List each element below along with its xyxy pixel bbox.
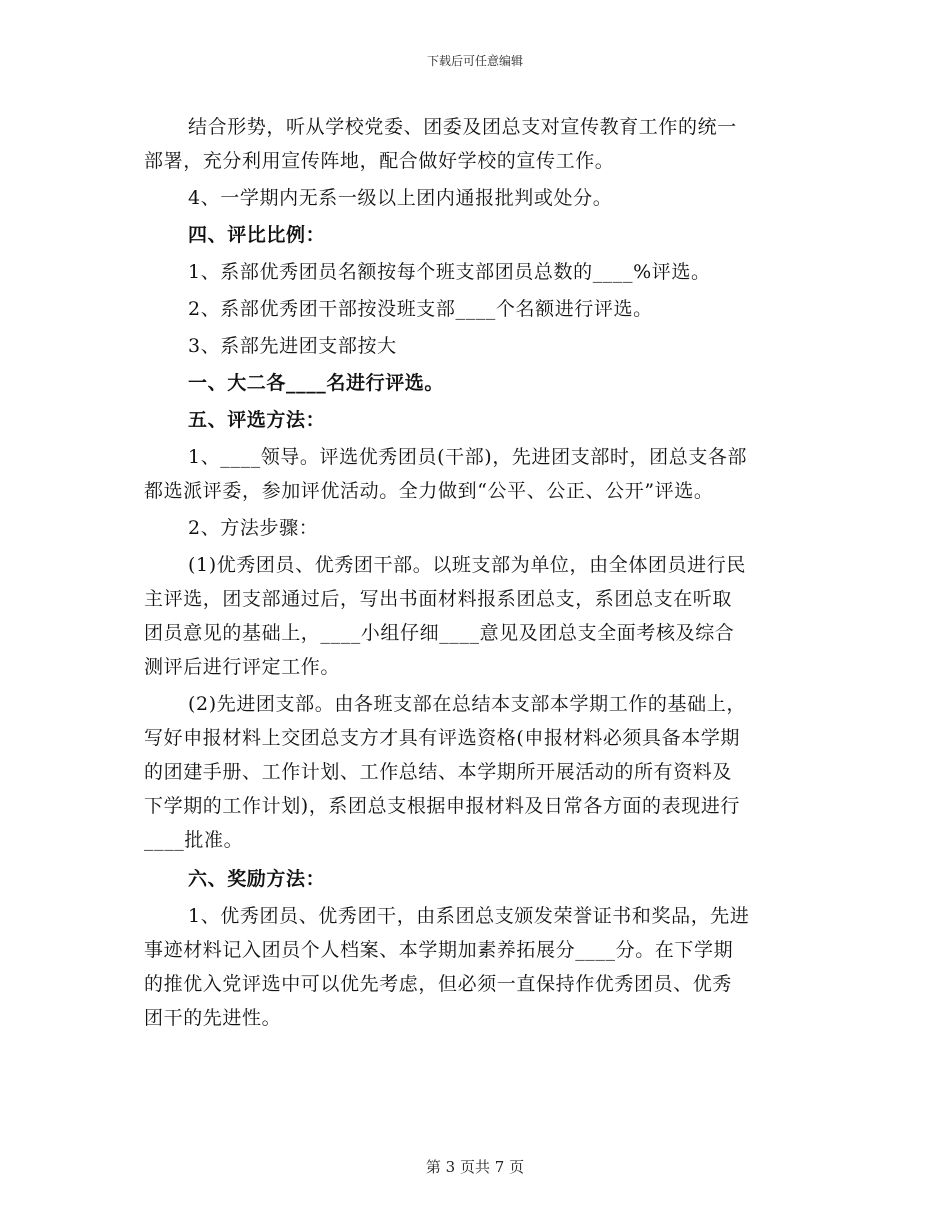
paragraph-line: 团干的先进性。 <box>144 1007 282 1029</box>
paragraph-line: 测评后进行评定工作。 <box>144 656 341 678</box>
paragraph-line: 下学期的工作计划)，系团总支根据申报材料及日常各方面的表现进行 <box>144 795 741 817</box>
page-footer: 第 3 页共 7 页 <box>425 1158 525 1176</box>
section-heading: 一、大二各____名进行评选。 <box>188 372 445 394</box>
page-header: 下载后可任意编辑 <box>426 54 523 68</box>
section-heading: 四、评比比例： <box>188 224 326 246</box>
paragraph-line: 1、系部优秀团员名额按每个班支部团员总数的____%评选。 <box>188 261 711 283</box>
paragraph-line: 写好申报材料上交团总支方才具有评选资格(申报材料必须具备本学期 <box>144 727 741 749</box>
paragraph-line: 2、系部优秀团干部按没班支部____个名额进行评选。 <box>188 298 653 320</box>
paragraph-line: 4、一学期内无系一级以上团内通报批判或处分。 <box>188 187 613 209</box>
paragraph-line: 结合形势，听从学校党委、团委及团总支对宣传教育工作的统一 <box>188 116 737 138</box>
paragraph-line: 1、____领导。评选优秀团员(干部)，先进团支部时，团总支各部 <box>188 446 748 468</box>
paragraph-line: 2、方法步骤： <box>188 517 319 539</box>
section-heading: 六、奖励方法： <box>188 868 326 890</box>
paragraph-line: 3、系部先进团支部按大 <box>188 335 397 357</box>
paragraph-line: (2)先进团支部。由各班支部在总结本支部本学期工作的基础上， <box>188 693 746 715</box>
paragraph-line: 团员意见的基础上，____小组仔细____意见及团总支全面考核及综合 <box>144 622 735 644</box>
document-body <box>144 110 804 1035</box>
paragraph-line: 都选派评委，参加评优活动。全力做到“公平、公正、公开”评选。 <box>144 480 714 502</box>
paragraph-line: 的推优入党评选中可以优先考虑，但必须一直保持作优秀团员、优秀 <box>144 973 733 995</box>
section-heading: 五、评选方法： <box>188 409 326 431</box>
paragraph-line: ____批准。 <box>144 829 244 851</box>
paragraph-line: 的团建手册、工作计划、工作总结、本学期所开展活动的所有资料及 <box>144 761 733 783</box>
paragraph-line: 事迹材料记入团员个人档案、本学期加素养拓展分____分。在下学期 <box>144 939 734 961</box>
paragraph-line: 1、优秀团员、优秀团干，由系团总支颁发荣誉证书和奖品，先进 <box>188 905 750 927</box>
paragraph-line: 部署，充分利用宣传阵地，配合做好学校的宣传工作。 <box>144 150 615 172</box>
paragraph-line: 主评选，团支部通过后，写出书面材料报系团总支，系团总支在听取 <box>144 588 733 610</box>
paragraph-line: (1)优秀团员、优秀团干部。以班支部为单位，由全体团员进行民 <box>188 554 746 576</box>
